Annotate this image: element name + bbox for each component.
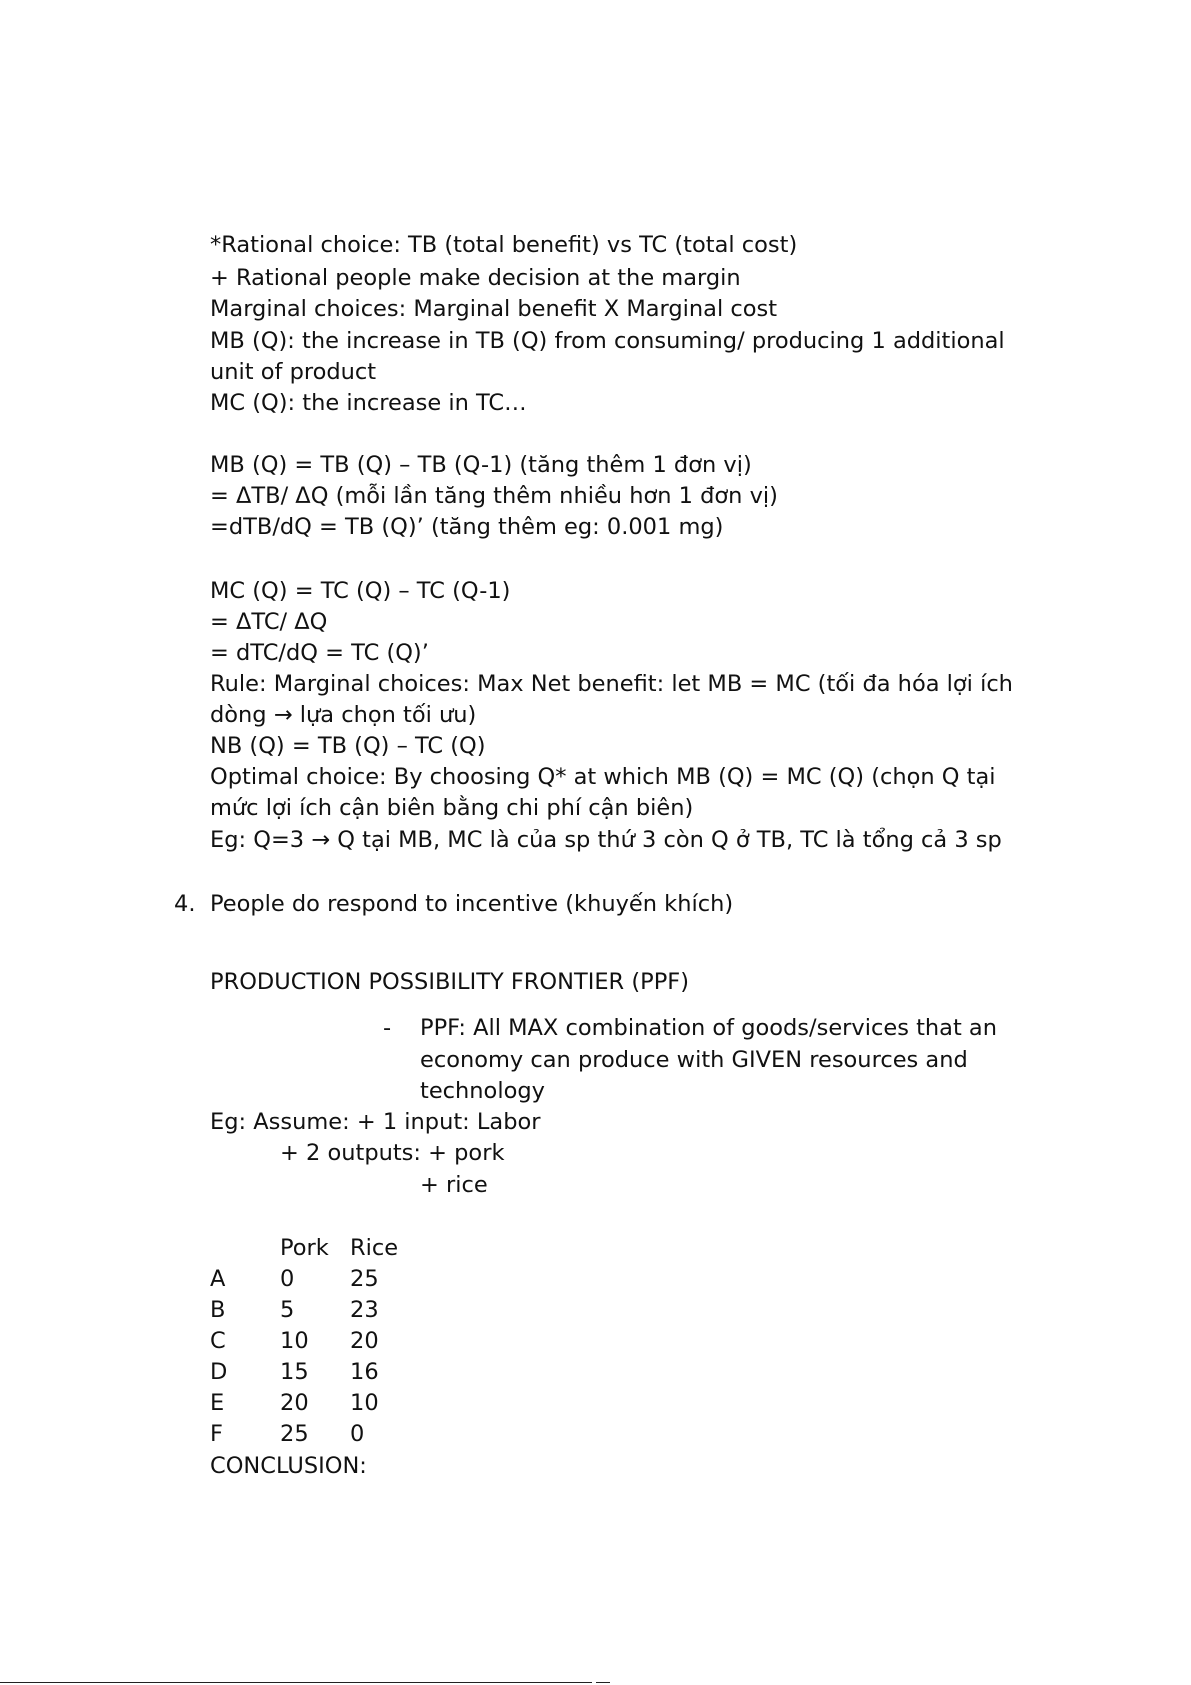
- list-number: 4.: [174, 891, 196, 917]
- example-line: Eg: Assume: + 1 input: Labor: [210, 1109, 541, 1135]
- example-line: + 2 outputs: + pork: [280, 1140, 505, 1166]
- text-line: Eg: Q=3 → Q tại MB, MC là của sp thứ 3 còn Q ở TB, TC là tổng cả 3 sp: [210, 827, 1002, 853]
- row-label: C: [210, 1328, 226, 1354]
- text-line: unit of product: [210, 359, 377, 385]
- cell-pork: 10: [280, 1328, 309, 1354]
- rational-choice-heading: *Rational choice: TB (total benefit) vs TC (total cost): [210, 232, 798, 258]
- ppf-bullet-line: economy can produce with GIVEN resources and: [420, 1047, 968, 1073]
- bullet-marker: -: [383, 1015, 392, 1041]
- page-footer-tick: [596, 1682, 610, 1683]
- formula-line: MB (Q) = TB (Q) – TB (Q-1) (tăng thêm 1 đơn vị): [210, 452, 752, 478]
- formula-line: =dTB/dQ = TB (Q)’ (tăng thêm eg: 0.001 mg): [210, 514, 724, 540]
- text-line: MB (Q): the increase in TB (Q) from consuming/ producing 1 additional: [210, 328, 1005, 354]
- page-footer-rule: [0, 1682, 592, 1683]
- row-label: A: [210, 1266, 226, 1292]
- text-line: mức lợi ích cận biên bằng chi phí cận biên): [210, 795, 694, 821]
- text-line: Marginal choices: Marginal benefit X Marginal cost: [210, 296, 778, 322]
- cell-rice: 0: [350, 1421, 365, 1447]
- cell-rice: 10: [350, 1390, 379, 1416]
- formula-line: = ΔTB/ ΔQ (mỗi lần tăng thêm nhiều hơn 1 đơn vị): [210, 483, 778, 509]
- cell-pork: 20: [280, 1390, 309, 1416]
- formula-line: = ΔTC/ ΔQ: [210, 609, 328, 635]
- cell-pork: 0: [280, 1266, 295, 1292]
- conclusion-label: CONCLUSION:: [210, 1453, 367, 1479]
- cell-rice: 23: [350, 1297, 379, 1323]
- cell-rice: 20: [350, 1328, 379, 1354]
- text-line: + Rational people make decision at the margin: [210, 265, 741, 291]
- text-line: dòng → lựa chọn tối ưu): [210, 702, 477, 728]
- formula-line: = dTC/dQ = TC (Q)’: [210, 640, 429, 666]
- text-line: MC (Q): the increase in TC…: [210, 390, 527, 416]
- row-label: B: [210, 1297, 226, 1323]
- formula-line: MC (Q) = TC (Q) – TC (Q-1): [210, 578, 511, 604]
- table-header-rice: Rice: [350, 1235, 399, 1261]
- ppf-bullet-line: PPF: All MAX combination of goods/services that an: [420, 1015, 997, 1041]
- ppf-bullet-line: technology: [420, 1078, 545, 1104]
- cell-pork: 25: [280, 1421, 309, 1447]
- list-item-text: People do respond to incentive (khuyến khích): [210, 891, 734, 917]
- example-line: + rice: [420, 1172, 488, 1198]
- cell-pork: 5: [280, 1297, 295, 1323]
- cell-pork: 15: [280, 1359, 309, 1385]
- row-label: E: [210, 1390, 225, 1416]
- text-line: Optimal choice: By choosing Q* at which MB (Q) = MC (Q) (chọn Q tại: [210, 764, 996, 790]
- row-label: D: [210, 1359, 228, 1385]
- cell-rice: 25: [350, 1266, 379, 1292]
- table-header-pork: Pork: [280, 1235, 329, 1261]
- cell-rice: 16: [350, 1359, 379, 1385]
- formula-line: NB (Q) = TB (Q) – TC (Q): [210, 733, 486, 759]
- row-label: F: [210, 1421, 223, 1447]
- text-line: Rule: Marginal choices: Max Net benefit: let MB = MC (tối đa hóa lợi ích: [210, 671, 1013, 697]
- ppf-heading: PRODUCTION POSSIBILITY FRONTIER (PPF): [210, 969, 689, 995]
